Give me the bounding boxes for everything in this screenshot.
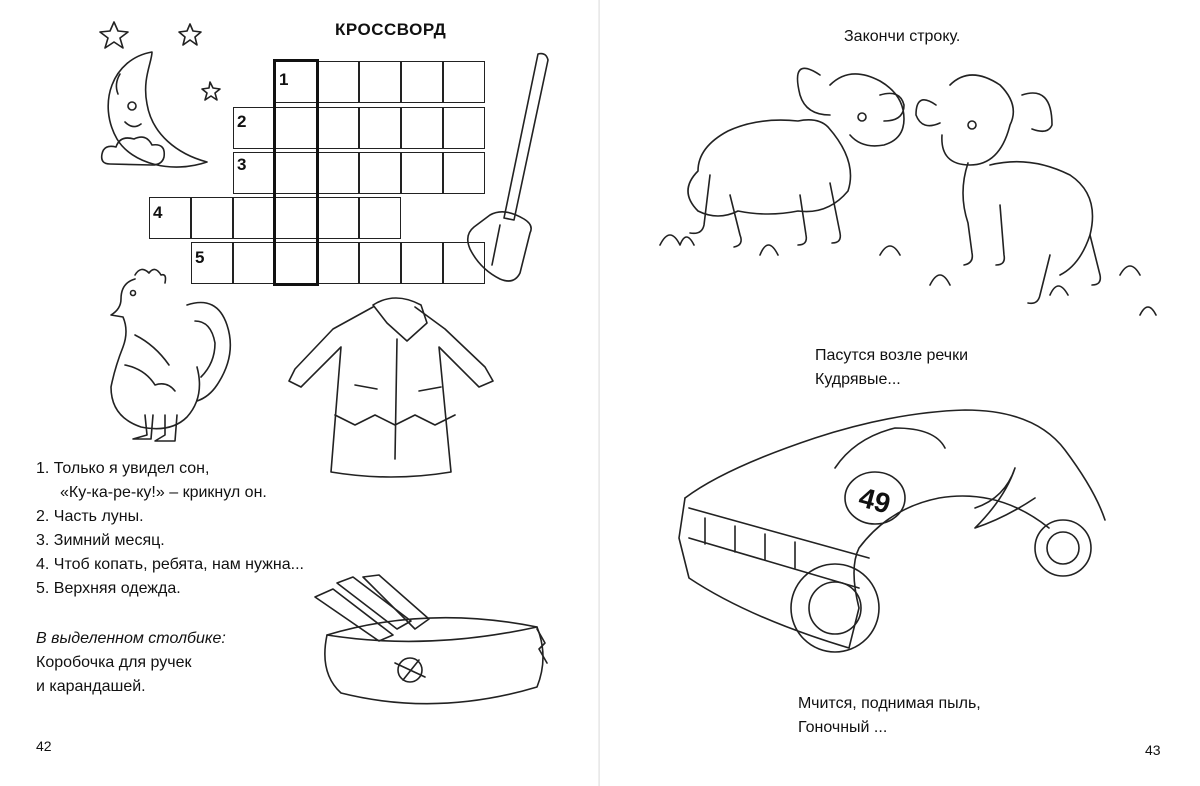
crossword-number-1: 1 bbox=[279, 70, 289, 89]
crossword-cell[interactable] bbox=[317, 61, 359, 103]
crossword-cell[interactable] bbox=[191, 197, 233, 239]
pencil-case-icon bbox=[315, 575, 555, 715]
crossword-cell[interactable] bbox=[233, 197, 275, 239]
verse-1-line-1: Пасутся возле речки bbox=[815, 347, 969, 364]
crossword-number-3: 3 bbox=[237, 155, 247, 174]
clue-4: 4. Чтоб копать, ребята, нам нужна... bbox=[36, 556, 304, 573]
clue-1-cont: «Ку-ка-ре-ку!» – крикнул он. bbox=[60, 484, 267, 501]
highlighted-column bbox=[273, 59, 319, 286]
crossword-cell[interactable] bbox=[359, 242, 401, 284]
crossword-cell[interactable] bbox=[317, 107, 359, 149]
verse-1-line-2: Кудрявые... bbox=[815, 371, 901, 388]
clue-3: 3. Зимний месяц. bbox=[36, 532, 165, 549]
verse-2-line-1: Мчится, поднимая пыль, bbox=[798, 695, 981, 712]
coat-icon bbox=[285, 295, 505, 470]
crossword-cell[interactable] bbox=[401, 107, 443, 149]
crossword-cell[interactable] bbox=[359, 152, 401, 194]
crossword-cell[interactable] bbox=[317, 197, 359, 239]
crossword-number-5: 5 bbox=[195, 248, 205, 267]
crossword-cell[interactable] bbox=[359, 197, 401, 239]
clue-1: 1. Только я увидел сон, bbox=[36, 460, 210, 477]
crossword-cell[interactable] bbox=[317, 242, 359, 284]
rooster-icon bbox=[95, 265, 245, 450]
instruction-header: Закончи строку. bbox=[844, 28, 961, 45]
crossword-cell[interactable] bbox=[401, 152, 443, 194]
crossword-cell[interactable] bbox=[359, 107, 401, 149]
race-car-icon bbox=[675, 408, 1115, 678]
right-page bbox=[600, 0, 1200, 786]
page-number-left: 42 bbox=[36, 738, 52, 754]
crossword-number-4: 4 bbox=[153, 203, 163, 222]
moon-icon bbox=[92, 14, 232, 184]
crossword-cell[interactable] bbox=[401, 61, 443, 103]
answer-hint-line-1: Коробочка для ручек bbox=[36, 654, 192, 671]
crossword-number-2: 2 bbox=[237, 112, 247, 131]
verse-2-line-2: Гоночный ... bbox=[798, 719, 888, 736]
shovel-icon bbox=[460, 50, 560, 290]
crossword-cell[interactable] bbox=[359, 61, 401, 103]
crossword-cell[interactable] bbox=[401, 242, 443, 284]
clue-2: 2. Часть луны. bbox=[36, 508, 144, 525]
page-number-right: 43 bbox=[1145, 742, 1161, 758]
car-number: 49 bbox=[855, 481, 894, 520]
crossword-title: КРОССВОРД bbox=[335, 20, 447, 39]
answer-hint-line-2: и карандашей. bbox=[36, 678, 146, 695]
lamb-icon bbox=[650, 55, 1170, 335]
highlight-label: В выделенном столбике: bbox=[36, 630, 226, 647]
crossword-cell[interactable] bbox=[317, 152, 359, 194]
clue-5: 5. Верхняя одежда. bbox=[36, 580, 181, 597]
